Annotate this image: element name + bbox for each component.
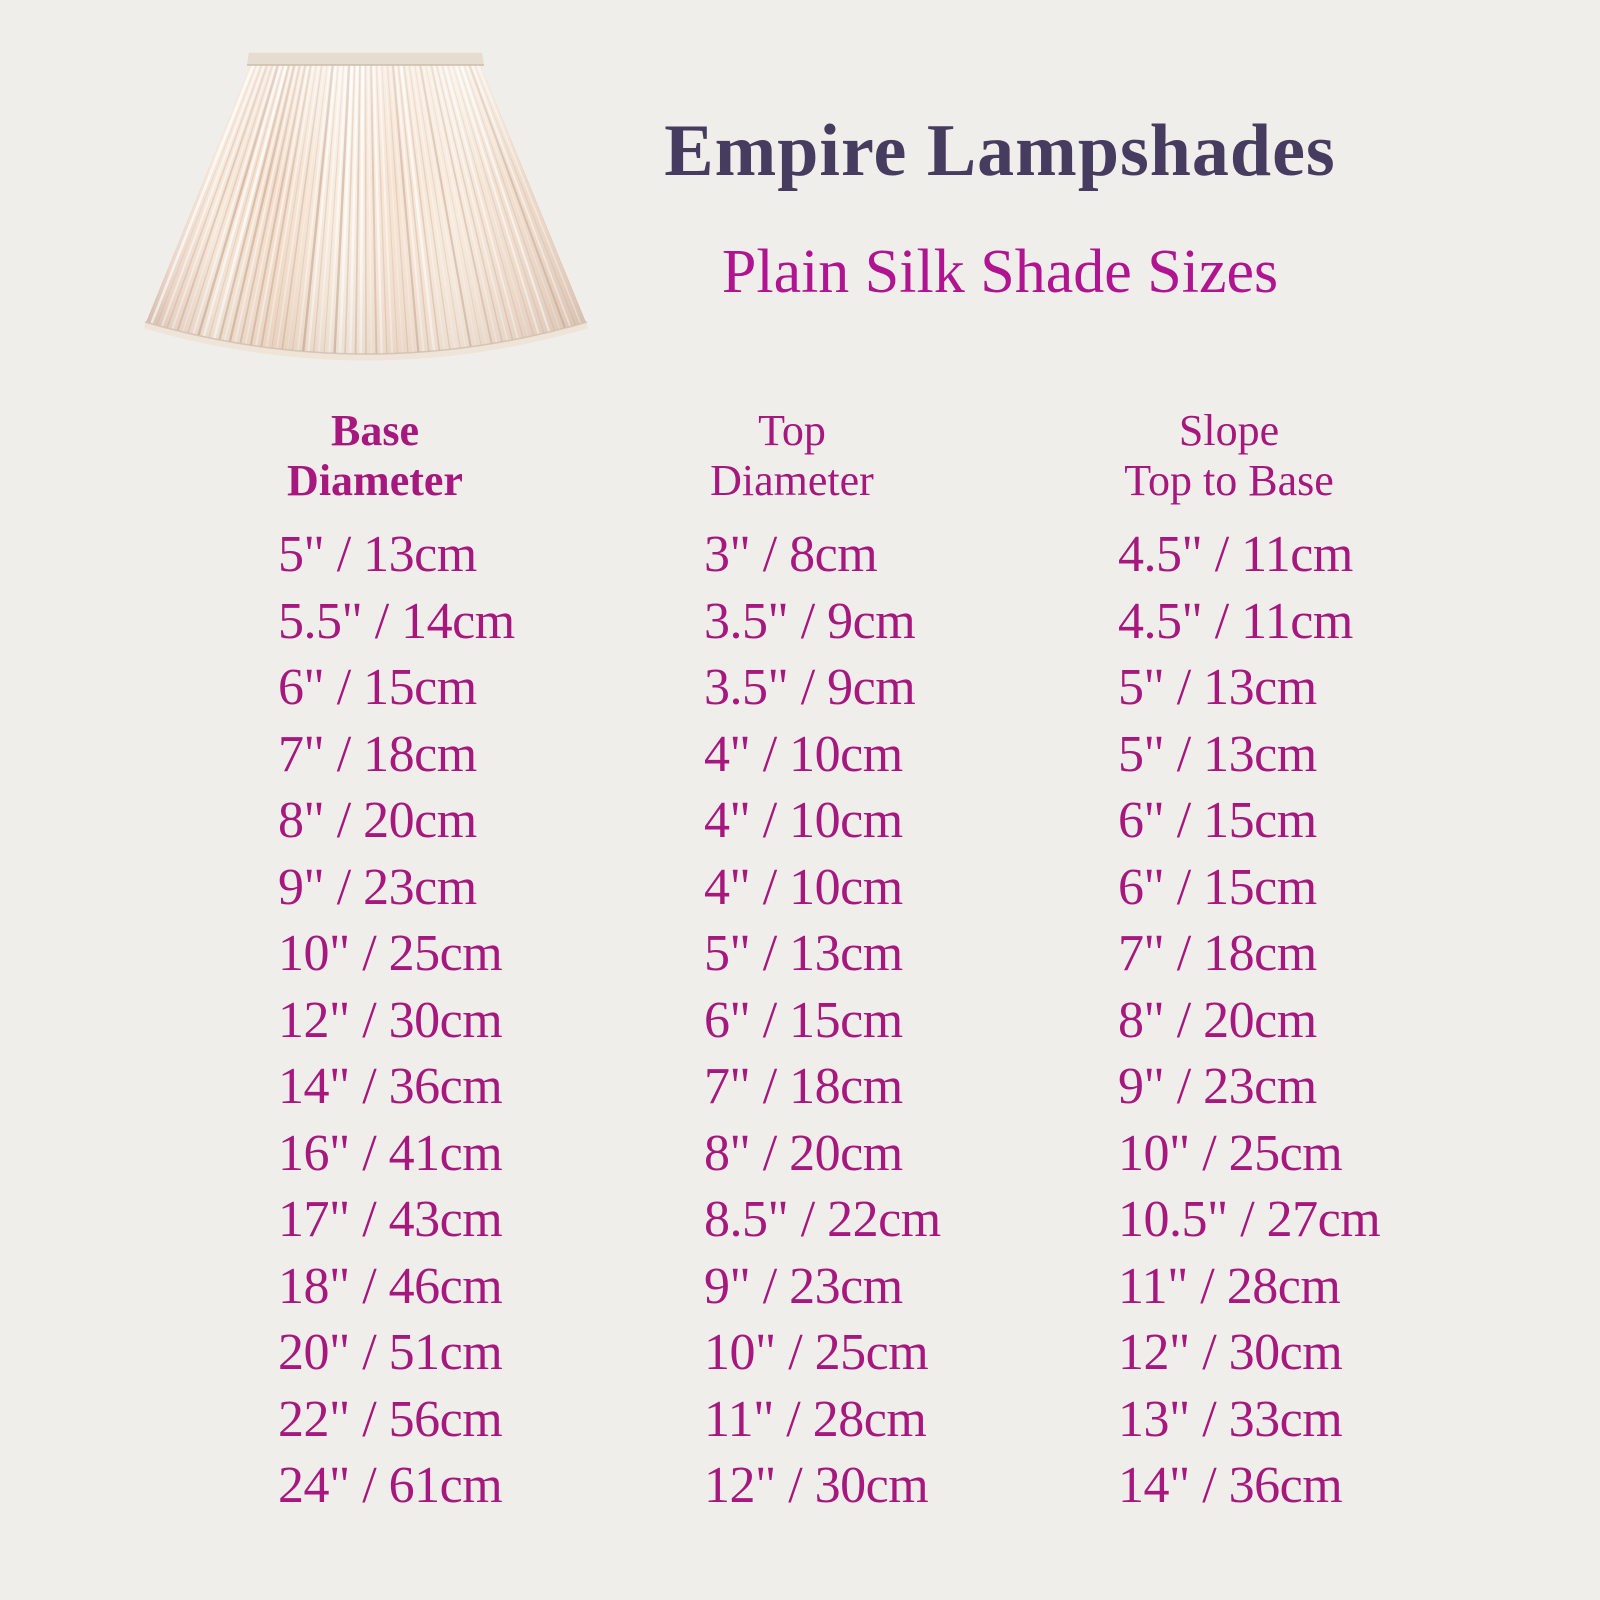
- column-header-top-diameter: [572, 406, 1012, 506]
- size-cell: 11" / 28cm: [1118, 1257, 1341, 1315]
- size-cell: 4" / 10cm: [704, 792, 903, 849]
- lampshade-image: [130, 35, 610, 375]
- column-base-diameter: [146, 406, 604, 1514]
- size-cell: 6" / 15cm: [278, 659, 477, 716]
- size-cell: 9" / 23cm: [278, 858, 477, 916]
- size-cell: 22" / 56cm: [278, 1390, 503, 1448]
- size-cell: 8" / 20cm: [1118, 991, 1317, 1049]
- size-cell: 11" / 28cm: [704, 1390, 927, 1448]
- size-cell: 4.5" / 11cm: [1118, 526, 1353, 583]
- header-line: Top: [758, 406, 826, 455]
- size-cell: 14" / 36cm: [278, 1058, 503, 1115]
- size-cell: 5" / 13cm: [278, 526, 477, 583]
- size-cell: 10" / 25cm: [704, 1324, 929, 1381]
- size-cell: 12" / 30cm: [704, 1457, 929, 1514]
- size-cell: 6" / 15cm: [1118, 858, 1317, 916]
- size-cell: 12" / 30cm: [1118, 1324, 1343, 1381]
- size-cell: 16" / 41cm: [278, 1124, 503, 1182]
- lampshade-illustration: [130, 35, 610, 375]
- size-cell: 4" / 10cm: [704, 858, 903, 916]
- size-cell: 7" / 18cm: [704, 1058, 903, 1115]
- size-cell: 8" / 20cm: [704, 1124, 903, 1182]
- size-cell: 4" / 10cm: [704, 725, 903, 783]
- size-cell: 13" / 33cm: [1118, 1390, 1343, 1448]
- size-cell: 5" / 13cm: [1118, 725, 1317, 783]
- size-cell: 5" / 13cm: [704, 925, 903, 982]
- size-cell: 3.5" / 9cm: [704, 659, 916, 716]
- size-cell: 3" / 8cm: [704, 526, 878, 583]
- size-cell: 8.5" / 22cm: [704, 1191, 941, 1248]
- size-cell: 3.5" / 9cm: [704, 592, 916, 650]
- size-cell: 5" / 13cm: [1118, 659, 1317, 716]
- size-cell: 10" / 25cm: [1118, 1124, 1343, 1182]
- size-cell: 10" / 25cm: [278, 925, 503, 982]
- size-cell: 9" / 23cm: [704, 1257, 903, 1315]
- column-slope: [1009, 406, 1449, 1514]
- size-cell: 7" / 18cm: [1118, 925, 1317, 982]
- header-line: Slope: [1178, 406, 1280, 455]
- column-values: [278, 522, 515, 1520]
- column-values: [1118, 522, 1380, 1520]
- page-title: Empire Lampshades: [664, 110, 1336, 192]
- column-values: [704, 522, 941, 1520]
- header-line: Diameter: [287, 456, 463, 505]
- size-cell: 4.5" / 11cm: [1118, 592, 1353, 650]
- header-line: Base: [331, 406, 419, 455]
- column-top-diameter: [572, 406, 1012, 1514]
- size-cell: 10.5" / 27cm: [1118, 1191, 1381, 1248]
- size-cell: 12" / 30cm: [278, 991, 503, 1049]
- size-cell: 20" / 51cm: [278, 1324, 503, 1381]
- size-cell: 8" / 20cm: [278, 792, 477, 849]
- size-cell: 5.5" / 14cm: [278, 592, 515, 650]
- size-cell: 17" / 43cm: [278, 1191, 503, 1248]
- size-cell: 24" / 61cm: [278, 1457, 503, 1514]
- size-cell: 18" / 46cm: [278, 1257, 503, 1315]
- size-cell: 7" / 18cm: [278, 725, 477, 783]
- column-header-slope: [1009, 406, 1449, 506]
- column-header-base-diameter: [146, 406, 604, 506]
- size-cell: 9" / 23cm: [1118, 1058, 1317, 1115]
- header-line: Diameter: [710, 456, 874, 505]
- size-cell: 14" / 36cm: [1118, 1457, 1343, 1514]
- header-line: Top to Base: [1124, 456, 1334, 505]
- page-subtitle: Plain Silk Shade Sizes: [721, 238, 1279, 306]
- size-cell: 6" / 15cm: [704, 991, 903, 1049]
- size-cell: 6" / 15cm: [1118, 792, 1317, 849]
